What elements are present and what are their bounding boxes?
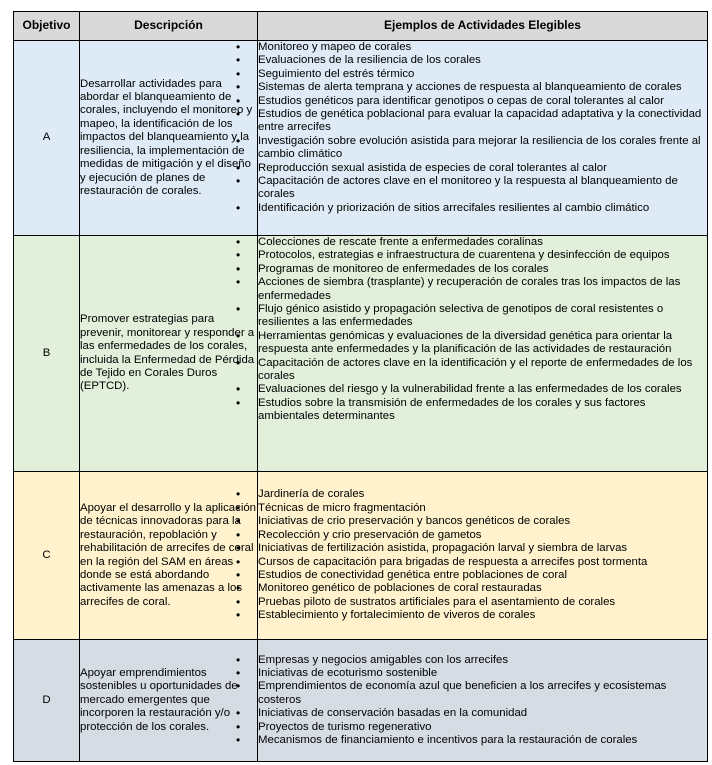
objective-row-d <box>14 640 708 762</box>
activity-item: • Iniciativas de crio preservación y bancos genéticos de corales <box>258 515 707 528</box>
activity-item: • Programas de monitoreo de enfermedades de los corales <box>258 263 707 276</box>
activity-item: • Evaluaciones del riesgo y la vulnerabilidad frente a las enfermedades de los corales <box>258 383 707 396</box>
activity-item: • Estudios de conectividad genética entre poblaciones de coral <box>258 569 707 582</box>
header-objective: Objetivo <box>14 12 80 41</box>
activity-item: • Técnicas de micro fragmentación <box>258 502 707 515</box>
activity-item: • Pruebas piloto de sustratos artificiales para el asentamiento de corales <box>258 596 707 609</box>
activity-item: • Flujo génico asistido y propagación selectiva de genotipos de coral resistentes o resilientes a las enfermedades <box>258 303 707 330</box>
activity-item: • Proyectos de turismo regenerativo <box>258 721 707 734</box>
objective-row-c <box>14 472 708 640</box>
activity-item: • Iniciativas de conservación basadas en la comunidad <box>258 707 707 720</box>
activities-list <box>258 236 707 424</box>
activity-item: • Estudios de genética poblacional para evaluar la capacidad adaptativa y la conectividad entre arrecifes <box>258 108 707 135</box>
activity-item: • Estudios sobre la transmisión de enfermedades de los corales y sus factores ambientales determinantes <box>258 397 707 424</box>
activity-item: • Herramientas genómicas y evaluaciones de la diversidad genética para orientar la respuesta ante enfermedades y la planificación de las actividades de restauración <box>258 330 707 357</box>
activity-item: • Colecciones de rescate frente a enfermedades coralinas <box>258 236 707 249</box>
activity-item: • Empresas y negocios amigables con los arrecifes <box>258 654 707 667</box>
activity-item: • Identificación y priorización de sitios arrecifales resilientes al cambio climático <box>258 202 707 215</box>
activity-item: • Sistemas de alerta temprana y acciones de respuesta al blanqueamiento de corales <box>258 81 707 94</box>
activity-item: • Iniciativas de ecoturismo sostenible <box>258 667 707 680</box>
activities-cell <box>258 640 708 762</box>
activities-cell <box>258 41 708 236</box>
objective-letter: C <box>14 472 80 640</box>
activity-item: • Iniciativas de fertilización asistida, propagación larval y siembra de larvas <box>258 542 707 555</box>
activity-item: • Capacitación de actores clave en la identificación y el reporte de enfermedades de los corales <box>258 357 707 384</box>
activity-item: • Mecanismos de financiamiento e incentivos para la restauración de corales <box>258 734 707 747</box>
activity-item: • Acciones de siembra (trasplante) y recuperación de corales tras los impactos de las enfermedades <box>258 276 707 303</box>
activity-item: • Protocolos, estrategias e infraestructura de cuarentena y desinfección de equipos <box>258 249 707 262</box>
activity-item: • Establecimiento y fortalecimiento de viveros de corales <box>258 609 707 622</box>
activities-list <box>258 488 707 622</box>
objective-description: Desarrollar actividades para abordar el blanqueamiento de corales, incluyendo el monitoreo y mapeo, la identificación de los impactos del blanqueamiento y la resiliencia, la implementación de medidas de mitigación y el diseño y ejecución de planes de restauración de corales. <box>80 41 258 236</box>
activities-cell <box>258 472 708 640</box>
activity-item: • Monitoreo genético de poblaciones de coral restauradas <box>258 582 707 595</box>
objectives-table <box>13 11 708 762</box>
objective-letter: B <box>14 236 80 472</box>
activity-item: • Seguimiento del estrés térmico <box>258 68 707 81</box>
activity-item: • Jardinería de corales <box>258 488 707 501</box>
activity-item: • Capacitación de actores clave en el monitoreo y la respuesta al blanqueamiento de corales <box>258 175 707 202</box>
activity-item: • Estudios genéticos para identificar genotipos o cepas de coral tolerantes al calor <box>258 95 707 108</box>
activities-list <box>258 41 707 215</box>
activity-item: • Monitoreo y mapeo de corales <box>258 41 707 54</box>
objective-letter: A <box>14 41 80 236</box>
header-description: Descripción <box>80 12 258 41</box>
objective-description: Promover estrategias para prevenir, monitorear y responder a las enfermedades de los corales, incluida la Enfermedad de Pérdida de Tejido en Corales Duros (EPTCD). <box>80 236 258 472</box>
header-row <box>14 12 708 41</box>
objective-row-b <box>14 236 708 472</box>
activity-item: • Cursos de capacitación para brigadas de respuesta a arrecifes post tormenta <box>258 556 707 569</box>
header-examples: Ejemplos de Actividades Elegibles <box>258 12 708 41</box>
activities-cell <box>258 236 708 472</box>
activity-item: • Investigación sobre evolución asistida para mejorar la resiliencia de los corales frente al cambio climático <box>258 135 707 162</box>
activity-item: • Recolección y crio preservación de gametos <box>258 529 707 542</box>
objective-description: Apoyar el desarrollo y la aplicación de técnicas innovadoras para la restauración, repoblación y rehabilitación de arrecifes de coral en la región del SAM en áreas donde se está abordando activamente las amenazas a los arrecifes de coral. <box>80 472 258 640</box>
objective-row-a <box>14 41 708 236</box>
activity-item: • Reproducción sexual asistida de especies de coral tolerantes al calor <box>258 162 707 175</box>
objective-letter: D <box>14 640 80 762</box>
activity-item: • Emprendimientos de economía azul que beneficien a los arrecifes y ecosistemas costeros <box>258 680 707 707</box>
objective-description: Apoyar emprendimientos sostenibles u oportunidades de mercado emergentes que incorporen la restauración y/o protección de los corales. <box>80 640 258 762</box>
activity-item: • Evaluaciones de la resiliencia de los corales <box>258 54 707 67</box>
activities-list <box>258 654 707 748</box>
